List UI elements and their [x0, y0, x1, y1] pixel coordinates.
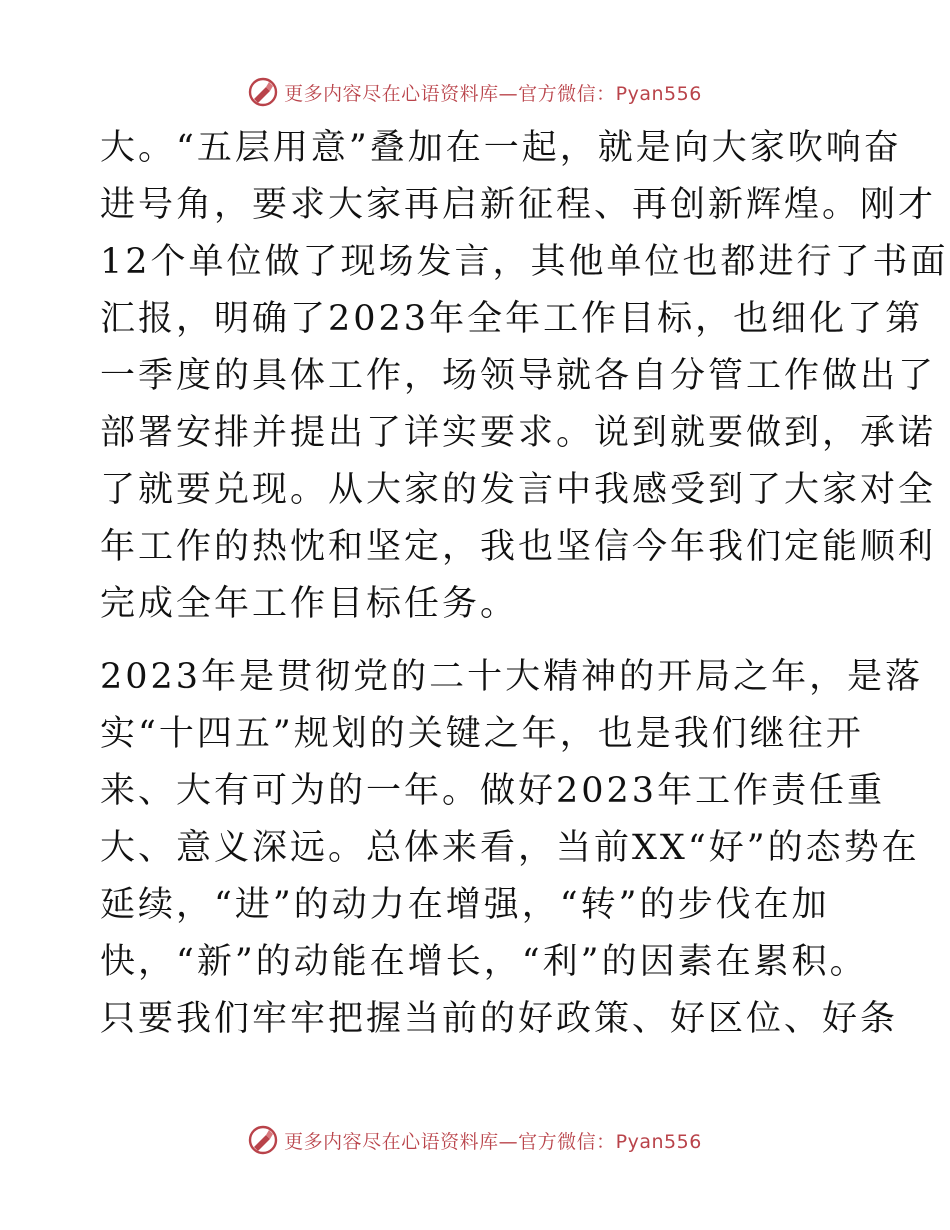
- header-watermark: [0, 72, 950, 112]
- brand-logo-icon: [248, 77, 278, 107]
- text-line: 部署安排并提出了详实要求。说到就要做到，承诺: [100, 413, 937, 453]
- paragraph-1: [100, 120, 949, 633]
- text-line: 来、大有可为的一年。做好2023年工作责任重: [100, 771, 886, 811]
- text-line: 大、意义深远。总体来看，当前XX“好”的态势在: [100, 828, 920, 868]
- brand-logo-icon: [248, 1125, 278, 1155]
- text-line: 快，“新”的动能在增长，“利”的因素在累积。: [100, 942, 868, 982]
- document-body: [100, 120, 949, 1048]
- text-line: 大。“五层用意”叠加在一起，就是向大家吹响奋: [100, 128, 902, 168]
- text-line: 12个单位做了现场发言，其他单位也都进行了书面: [100, 242, 949, 282]
- text-line: 实“十四五”规划的关键之年，也是我们继往开: [100, 714, 864, 754]
- text-line: 延续，“进”的动力在增强，“转”的步伐在加: [100, 885, 830, 925]
- footer-watermark-text: 更多内容尽在心语资料库—官方微信：Pyan556: [284, 1130, 702, 1153]
- text-line: 一季度的具体工作，场领导就各自分管工作做出了: [100, 356, 937, 396]
- text-line: 了就要兑现。从大家的发言中我感受到了大家对全: [100, 470, 937, 510]
- text-line: 2023年是贯彻党的二十大精神的开局之年，是落: [100, 657, 924, 697]
- text-line: 完成全年工作目标任务。: [100, 584, 519, 624]
- text-line: 进号角，要求大家再启新征程、再创新辉煌。刚才: [100, 185, 937, 225]
- text-line: 年工作的热忱和坚定，我也坚信今年我们定能顺利: [100, 527, 937, 567]
- header-watermark-text: 更多内容尽在心语资料库—官方微信：Pyan556: [284, 82, 702, 105]
- paragraph-spacer: [100, 633, 860, 649]
- paragraph-2: [100, 649, 924, 1048]
- text-line: 只要我们牢牢把握当前的好政策、好区位、好条: [100, 999, 899, 1039]
- footer-watermark: [0, 1120, 950, 1160]
- text-line: 汇报，明确了2023年全年工作目标，也细化了第: [100, 299, 924, 339]
